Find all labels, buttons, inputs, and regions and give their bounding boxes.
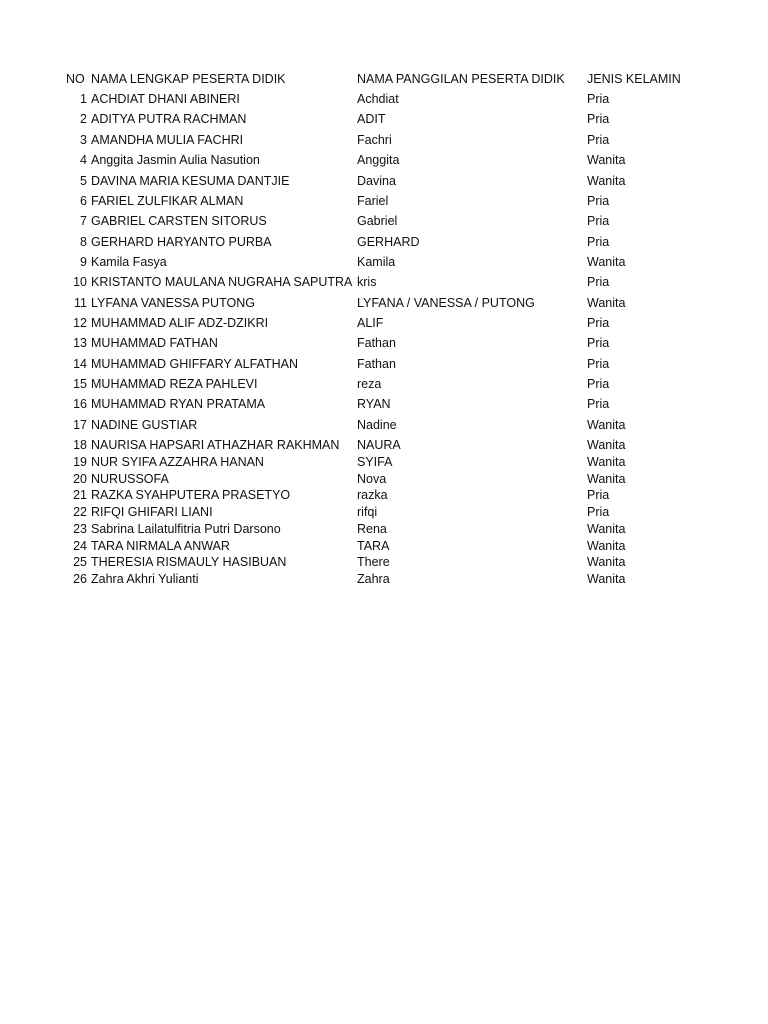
row-nickname: LYFANA / VANESSA / PUTONG [357, 296, 535, 310]
row-nickname: Anggita [357, 153, 400, 167]
row-full-name: FARIEL ZULFIKAR ALMAN [91, 194, 244, 208]
row-number: 9 [80, 255, 87, 269]
row-nickname: Davina [357, 174, 396, 188]
row-nickname: Fathan [357, 357, 396, 371]
row-number: 11 [74, 296, 87, 310]
table-row [0, 454, 768, 471]
row-nickname: Fachri [357, 133, 392, 147]
row-gender: Wanita [587, 438, 626, 452]
row-nickname: ADIT [357, 112, 386, 126]
row-full-name: ACHDIAT DHANI ABINERI [91, 92, 240, 106]
row-number: 4 [80, 153, 87, 167]
table-row [0, 417, 768, 434]
row-gender: Wanita [587, 174, 626, 188]
table-row [0, 274, 768, 291]
table-row [0, 521, 768, 538]
table-row [0, 234, 768, 251]
row-gender: Pria [587, 357, 610, 371]
row-nickname: Kamila [357, 255, 396, 269]
table-row [0, 471, 768, 488]
row-gender: Pria [587, 316, 610, 330]
row-gender: Pria [587, 488, 610, 502]
row-gender: Pria [587, 397, 610, 411]
row-gender: Wanita [587, 572, 626, 586]
row-full-name: MUHAMMAD GHIFFARY ALFATHAN [91, 357, 298, 371]
table-row [0, 111, 768, 128]
row-number: 23 [73, 522, 87, 536]
table-row [0, 213, 768, 230]
table-row [0, 571, 768, 588]
table-row [0, 91, 768, 108]
row-nickname: ALIF [357, 316, 384, 330]
table-row [0, 487, 768, 504]
row-gender: Pria [587, 194, 610, 208]
row-full-name: Kamila Fasya [91, 255, 167, 269]
row-full-name: KRISTANTO MAULANA NUGRAHA SAPUTRA [91, 275, 353, 289]
row-number: 20 [73, 472, 87, 486]
table-row [0, 356, 768, 373]
row-nickname: Rena [357, 522, 387, 536]
row-number: 24 [73, 539, 87, 553]
row-number: 16 [73, 397, 87, 411]
row-number: 22 [73, 505, 87, 519]
header-nickname: NAMA PANGGILAN PESERTA DIDIK [357, 72, 565, 86]
table-row [0, 315, 768, 332]
row-nickname: There [357, 555, 390, 569]
table-row [0, 504, 768, 521]
table-row [0, 295, 768, 312]
row-number: 3 [80, 133, 87, 147]
row-number: 15 [73, 377, 87, 391]
row-nickname: NAURA [357, 438, 401, 452]
row-gender: Wanita [587, 296, 626, 310]
row-full-name: NAURISA HAPSARI ATHAZHAR RAKHMAN [91, 438, 340, 452]
table-row [0, 554, 768, 571]
row-full-name: RIFQI GHIFARI LIANI [91, 505, 213, 519]
table-row [0, 152, 768, 169]
row-full-name: NUR SYIFA AZZAHRA HANAN [91, 455, 264, 469]
row-full-name: Sabrina Lailatulfitria Putri Darsono [91, 522, 281, 536]
row-full-name: ADITYA PUTRA RACHMAN [91, 112, 247, 126]
row-full-name: Zahra Akhri Yulianti [91, 572, 199, 586]
row-gender: Pria [587, 214, 610, 228]
row-full-name: THERESIA RISMAULY HASIBUAN [91, 555, 287, 569]
row-gender: Pria [587, 133, 610, 147]
row-nickname: SYIFA [357, 455, 393, 469]
row-gender: Wanita [587, 418, 626, 432]
row-number: 17 [73, 418, 87, 432]
row-full-name: NADINE GUSTIAR [91, 418, 198, 432]
row-number: 26 [73, 572, 87, 586]
table-row [0, 396, 768, 413]
row-number: 7 [80, 214, 87, 228]
row-gender: Wanita [587, 153, 626, 167]
row-nickname: RYAN [357, 397, 391, 411]
row-nickname: Nova [357, 472, 387, 486]
row-number: 21 [73, 488, 87, 502]
row-gender: Pria [587, 112, 610, 126]
row-number: 25 [73, 555, 87, 569]
row-nickname: Nadine [357, 418, 397, 432]
row-gender: Pria [587, 377, 610, 391]
row-full-name: NURUSSOFA [91, 472, 169, 486]
table-row [0, 335, 768, 352]
header-no: NO [66, 72, 85, 86]
row-nickname: Gabriel [357, 214, 398, 228]
row-gender: Wanita [587, 455, 626, 469]
row-gender: Pria [587, 235, 610, 249]
row-full-name: DAVINA MARIA KESUMA DANTJIE [91, 174, 290, 188]
row-gender: Wanita [587, 255, 626, 269]
row-nickname: Zahra [357, 572, 390, 586]
row-nickname: GERHARD [357, 235, 420, 249]
row-full-name: GERHARD HARYANTO PURBA [91, 235, 272, 249]
row-gender: Pria [587, 336, 610, 350]
row-full-name: MUHAMMAD FATHAN [91, 336, 218, 350]
row-full-name: MUHAMMAD ALIF ADZ-DZIKRI [91, 316, 269, 330]
table-row [0, 376, 768, 393]
row-nickname: Fathan [357, 336, 396, 350]
table-row [0, 132, 768, 149]
row-gender: Wanita [587, 472, 626, 486]
row-full-name: MUHAMMAD REZA PAHLEVI [91, 377, 258, 391]
row-number: 18 [73, 438, 87, 452]
row-nickname: rifqi [357, 505, 378, 519]
header-gender: JENIS KELAMIN [587, 72, 681, 86]
row-number: 5 [80, 174, 87, 188]
table-row [0, 437, 768, 454]
row-nickname: reza [357, 377, 382, 391]
row-number: 14 [73, 357, 87, 371]
table-row [0, 254, 768, 271]
row-gender: Pria [587, 92, 610, 106]
row-nickname: kris [357, 275, 377, 289]
row-number: 8 [80, 235, 87, 249]
row-nickname: TARA [357, 539, 390, 553]
row-full-name: AMANDHA MULIA FACHRI [91, 133, 244, 147]
row-number: 12 [73, 316, 87, 330]
row-number: 1 [80, 92, 87, 106]
row-full-name: MUHAMMAD RYAN PRATAMA [91, 397, 266, 411]
table-row [0, 173, 768, 190]
header-full-name: NAMA LENGKAP PESERTA DIDIK [91, 72, 286, 86]
table-row [0, 538, 768, 555]
row-full-name: TARA NIRMALA ANWAR [91, 539, 230, 553]
row-full-name: LYFANA VANESSA PUTONG [91, 296, 255, 310]
table-row [0, 193, 768, 210]
row-full-name: GABRIEL CARSTEN SITORUS [91, 214, 267, 228]
row-nickname: razka [357, 488, 388, 502]
row-full-name: RAZKA SYAHPUTERA PRASETYO [91, 488, 291, 502]
row-number: 13 [73, 336, 87, 350]
row-number: 6 [80, 194, 87, 208]
row-gender: Wanita [587, 539, 626, 553]
row-number: 10 [73, 275, 87, 289]
row-gender: Wanita [587, 522, 626, 536]
table-header-row [0, 71, 768, 88]
row-gender: Pria [587, 275, 610, 289]
row-gender: Pria [587, 505, 610, 519]
row-nickname: Fariel [357, 194, 389, 208]
row-nickname: Achdiat [357, 92, 399, 106]
row-number: 19 [73, 455, 87, 469]
row-full-name: Anggita Jasmin Aulia Nasution [91, 153, 260, 167]
row-number: 2 [80, 112, 87, 126]
row-gender: Wanita [587, 555, 626, 569]
